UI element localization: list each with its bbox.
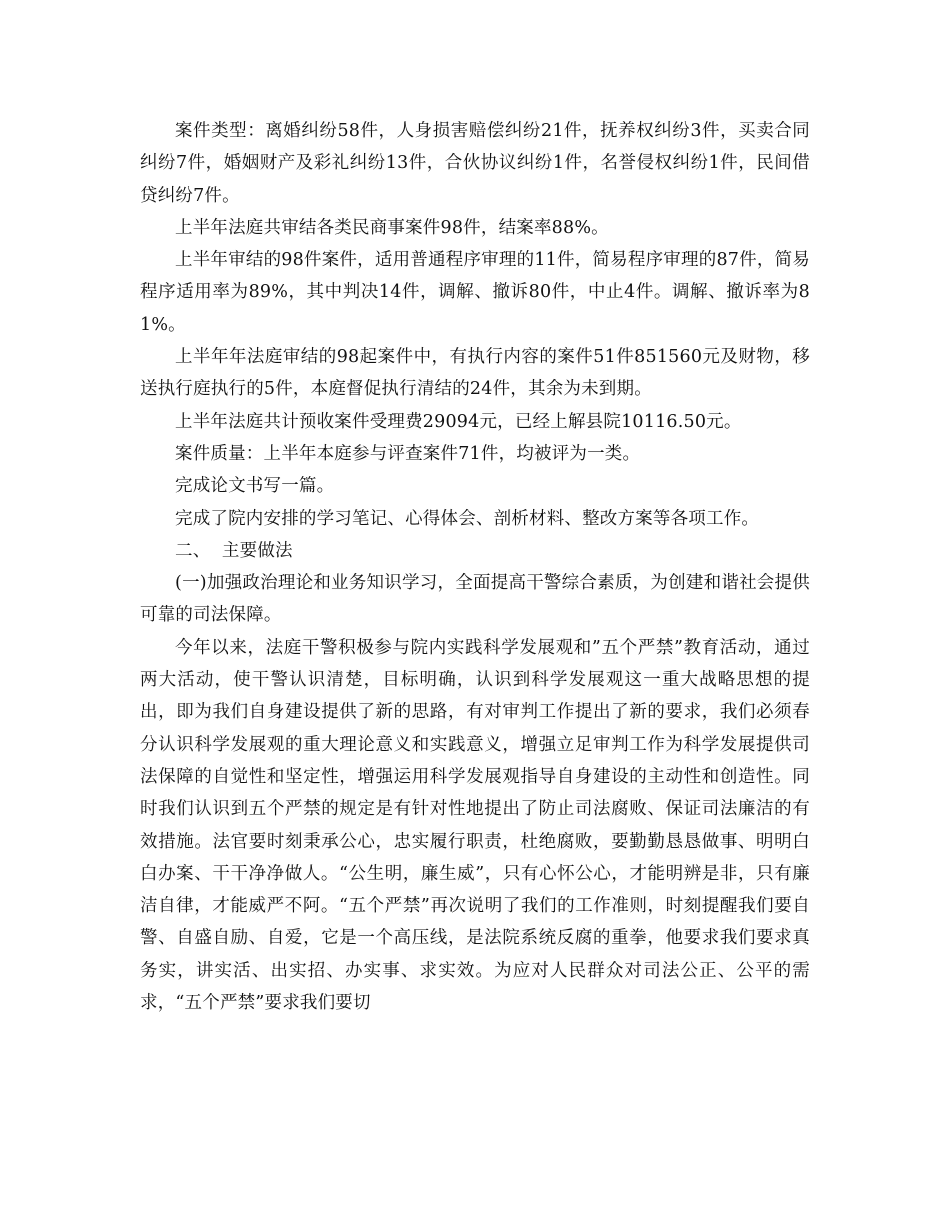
paragraph-thesis: 完成论文书写一篇。 [175, 476, 335, 497]
subsection-heading: (一)加强政治理论和业务知识学习，全面提高干警综合素质，为创建和谐社会提供可靠的司法保障。 [140, 573, 810, 626]
paragraph-procedure-stats: 上半年审结的98件案件，适用普通程序审理的11件，简易程序审理的87件，简易程序适用率为89%，其中判决14件，调解、撤诉80件，中止4件。调解、撤诉率为81%。 [140, 250, 810, 335]
paragraph-closed-cases: 上半年法庭共审结各类民商事案件98件，结案率88%。 [175, 217, 609, 238]
section-heading: 二、 主要做法 [175, 540, 293, 561]
paragraph-fees: 上半年法庭共计预收案件受理费29094元，已经上解县院10116.50元。 [175, 411, 742, 432]
paragraph-study-work: 完成了院内安排的学习笔记、心得体会、剖析材料、整改方案等各项工作。 [175, 508, 760, 529]
paragraph-execution-stats: 上半年年法庭审结的98起案件中，有执行内容的案件51件851560元及财物，移送执行庭执行的5件，本庭督促执行清结的24件，其余为未到期。 [140, 347, 810, 400]
paragraph-case-types: 案件类型：离婚纠纷58件，人身损害赔偿纠纷21件，抚养权纠纷3件，买卖合同纠纷7件，婚姻财产及彩礼纠纷13件，合伙协议纠纷1件，名誉侵权纠纷1件，民间借贷纠纷7件。 [140, 121, 810, 206]
paragraph-case-quality: 案件质量：上半年本庭参与评查案件71件，均被评为一类。 [175, 443, 641, 464]
body-paragraph: 今年以来，法庭干警积极参与院内实践科学发展观和”五个严禁”教育活动，通过两大活动，使干警认识清楚，目标明确，认识到科学发展观这一重大战略思想的提出，即为我们自身建设提供了新的思路，有对审判工作提出了新的要求，我们必须春分认识科学发展观的重大理论意义和实践意义，增强立足审判工作为科学发展提供司法保障的自觉性和坚定性，增强运用科学发展观指导自身建设的主动性和创造性。同时我们认识到五个严禁的规定是有针对性地提出了防止司法腐败、保证司法廉洁的有效措施。法官要时刻秉承公心，忠实履行职责，杜绝腐败，要勤勤恳恳做事、明明白白办案、干干净净做人。“公生明，廉生威”，只有心怀公心，才能明辨是非，只有廉洁自律，才能威严不阿。“五个严禁”再次说明了我们的工作准则，时刻提醒我们要自警、自盛自励、自爱，它是一个高压线，是法院系统反腐的重拳，他要求我们要求真务实，讲实活、出实招、办实事、求实效。为应对人民群众对司法公正、公平的需求，“五个严禁”要求我们要切 [140, 637, 810, 1014]
